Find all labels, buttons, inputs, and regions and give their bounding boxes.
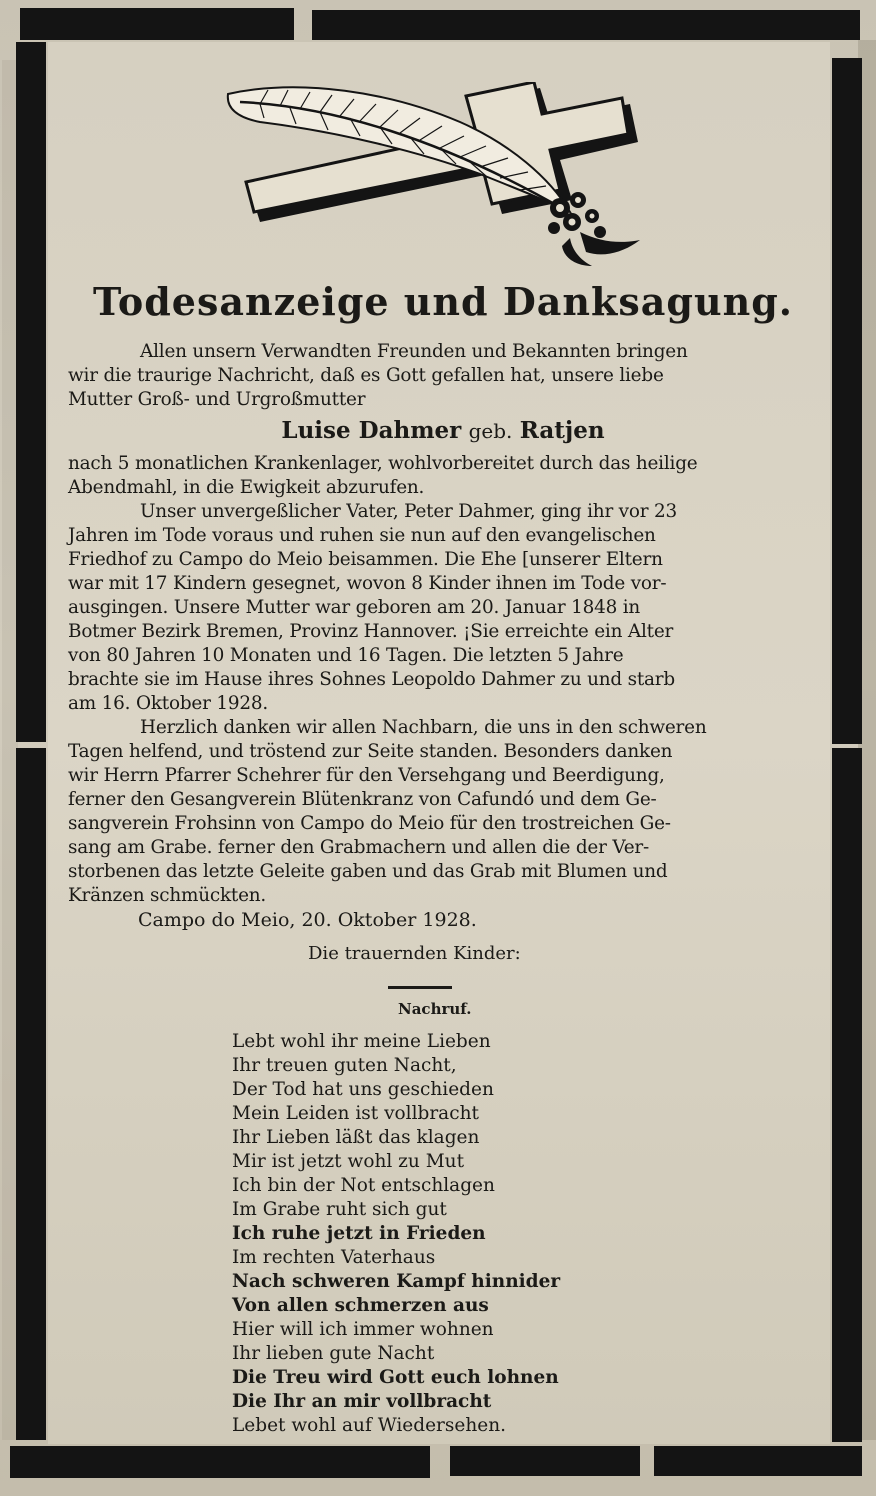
poem-line: Die Treu wird Gott euch lohnen — [232, 1367, 559, 1388]
paragraph-line: von 80 Jahren 10 Monaten und 16 Tagen. Die letzten 5 Jahre — [68, 645, 624, 666]
intro-line: Mutter Groß- und Urgroßmutter — [68, 389, 366, 410]
birth-name: Ratjen — [519, 417, 605, 444]
paragraph-line: Friedhof zu Campo do Meio beisammen. Die Ehe [unserer Eltern — [68, 549, 663, 570]
place-date: Campo do Meio, 20. Oktober 1928. — [138, 909, 477, 931]
poem-line: Nach schweren Kampf hinnider — [232, 1271, 561, 1292]
poem-line: Lebt wohl ihr meine Lieben — [232, 1031, 491, 1052]
poem-line: Mein Leiden ist vollbracht — [232, 1103, 479, 1124]
paragraph-line: war mit 17 Kindern gesegnet, wovon 8 Kinder ihnen im Tode vor- — [68, 573, 667, 594]
paragraph-line: nach 5 monatlichen Krankenlager, wohlvorbereitet durch das heilige — [68, 453, 698, 474]
mourning-border-bottom-right — [654, 1446, 862, 1476]
cross-with-feather-icon — [220, 82, 660, 272]
paragraph-line: Kränzen schmückten. — [68, 885, 267, 906]
poem-line: Die Ihr an mir vollbracht — [232, 1391, 492, 1412]
poem-line: Im rechten Vaterhaus — [232, 1247, 436, 1268]
poem-line: Ich bin der Not entschlagen — [232, 1175, 495, 1196]
paragraph-line: storbenen das letzte Geleite gaben und das Grab mit Blumen und — [68, 861, 668, 882]
mourning-border-top-right — [312, 10, 860, 40]
poem-line: Ihr lieben gute Nacht — [232, 1343, 435, 1364]
poem-line: Ihr Lieben läßt das klagen — [232, 1127, 480, 1148]
paragraph-line: sang am Grabe. ferner den Grabmachern und allen die der Ver- — [68, 837, 649, 858]
paragraph-line: ausgingen. Unsere Mutter war geboren am 20. Januar 1848 in — [68, 597, 641, 618]
poem-title: Nachruf. — [398, 1000, 472, 1018]
born-prefix: geb. — [468, 419, 513, 443]
poem-line: Hier will ich immer wohnen — [232, 1319, 494, 1340]
deceased-name-line — [68, 414, 818, 448]
mourning-border-left-upper — [16, 42, 46, 742]
mourning-border-bottom-left — [10, 1446, 430, 1478]
paragraph-line: sangverein Frohsinn von Campo do Meio für den trostreichen Ge- — [68, 813, 671, 834]
poem-line: Im Grabe ruht sich gut — [232, 1199, 447, 1220]
poem-line: Von allen schmerzen aus — [232, 1295, 489, 1316]
poem-line: Ich ruhe jetzt in Frieden — [232, 1223, 486, 1244]
poem-line: Der Tod hat uns geschieden — [232, 1079, 494, 1100]
mourning-border-right-lower — [832, 748, 862, 1442]
paragraph-line: wir Herrn Pfarrer Schehrer für den Versehgang und Beerdigung, — [68, 765, 665, 786]
paragraph-line: ferner den Gesangverein Blütenkranz von Cafundó und dem Ge- — [68, 789, 657, 810]
paragraph-line: Tagen helfend, und tröstend zur Seite standen. Besonders danken — [68, 741, 673, 762]
paragraph-line: Abendmahl, in die Ewigkeit abzurufen. — [68, 477, 425, 498]
mourning-border-right-upper — [832, 58, 862, 744]
paragraph-line: Herzlich danken wir allen Nachbarn, die uns in den schweren — [140, 717, 707, 738]
notice-headline: Todesanzeige und Danksagung. — [92, 279, 794, 324]
signature: Die trauernden Kinder: — [308, 943, 521, 964]
paragraph-line: am 16. Oktober 1928. — [68, 693, 268, 714]
paragraph-line: Botmer Bezirk Bremen, Provinz Hannover. ¡Sie erreichte ein Alter — [68, 621, 674, 642]
deceased-name: Luise Dahmer — [281, 417, 462, 444]
section-divider — [388, 986, 452, 989]
mourning-border-top-left — [20, 8, 294, 40]
paragraph-line: Unser unvergeßlicher Vater, Peter Dahmer, ging ihr vor 23 — [140, 501, 677, 522]
intro-line: wir die traurige Nachricht, daß es Gott gefallen hat, unsere liebe — [68, 365, 664, 386]
paragraph-line: Jahren im Tode voraus und ruhen sie nun auf den evangelischen — [68, 525, 656, 546]
poem-line: Mir ist jetzt wohl zu Mut — [232, 1151, 465, 1172]
paragraph-line: brachte sie im Hause ihres Sohnes Leopoldo Dahmer zu und starb — [68, 669, 675, 690]
intro-line: Allen unsern Verwandten Freunden und Bekannten bringen — [140, 341, 688, 362]
poem-line: Lebet wohl auf Wiedersehen. — [232, 1415, 506, 1436]
mourning-border-bottom-middle — [450, 1446, 640, 1476]
poem-line: Ihr treuen guten Nacht, — [232, 1055, 457, 1076]
mourning-border-left-lower — [16, 748, 46, 1440]
